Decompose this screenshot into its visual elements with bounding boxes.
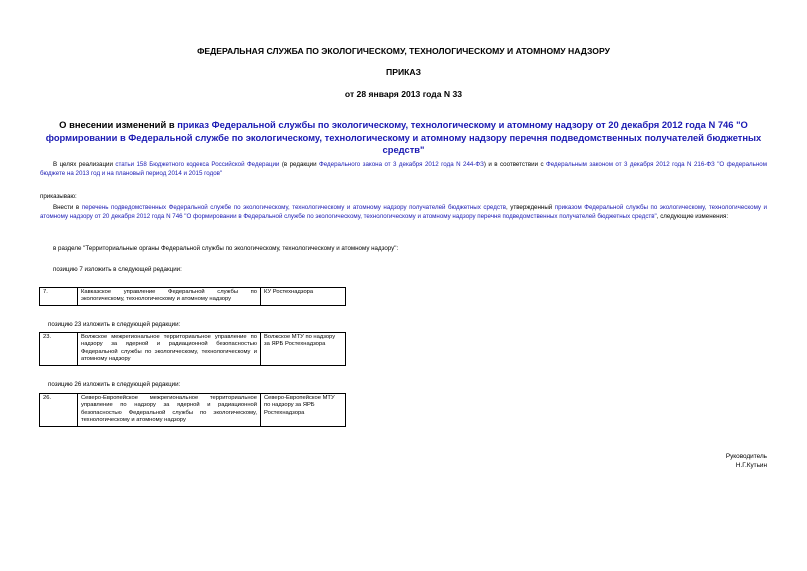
position-number: 26. (40, 394, 78, 427)
table-row (40, 333, 346, 366)
position-name: Северо-Европейское межрегиональное территориальное управление по надзору за ядерной и радиационной безопасностью Федеральной службы по экологическому, технологическому и атомному надзору (78, 394, 261, 427)
signatory-name: Н.Г.Кутьин (735, 462, 767, 469)
order-paragraph (40, 204, 767, 221)
doc-date: от 28 января 2013 года N 33 (344, 89, 463, 99)
preamble-text-1: В целях реализации (53, 161, 116, 168)
agency-name: ФЕДЕРАЛЬНАЯ СЛУЖБА ПО ЭКОЛОГИЧЕСКОМУ, ТЕХНОЛОГИЧЕСКОМУ И АТОМНОМУ НАДЗОРУ (197, 46, 610, 56)
list-link[interactable]: перечень подведомственных Федеральной службе по экологическому, технологическому и атомному надзору получателей бюджетных средств (81, 204, 507, 211)
position-name: Кавказское управление Федеральной службы по экологическому, технологическому и атомному надзору (78, 288, 261, 306)
order-text-1: Внести в (53, 204, 82, 211)
position-intro: позицию 26 изложить в следующей редакции: (48, 381, 181, 388)
position-name: Волжское межрегиональное территориальное управление по надзору за ядерной и радиационной безопасностью Федеральной службы по экологическому, технологическому и атомному надзору (78, 333, 261, 366)
position-table (39, 332, 346, 366)
position-table (39, 287, 346, 306)
preamble (40, 161, 767, 178)
position-number: 23. (40, 333, 78, 366)
budget-code-link[interactable]: статьи 158 Бюджетного кодекса Российской Федерации (115, 161, 280, 168)
table-row (40, 288, 346, 306)
law-216-link[interactable]: Федеральным законом от 3 декабря 2012 года N 216-ФЗ "О федеральном бюджете на 2013 год и на плановый период 2014 и 2015 годов" (40, 161, 767, 177)
signature (567, 452, 767, 470)
order-text-3: , следующие изменения: (656, 212, 729, 220)
preamble-text-2: (в редакции (279, 161, 320, 168)
law-244-link[interactable]: Федерального закона от 3 декабря 2012 года N 244-ФЗ (319, 161, 484, 168)
position-short-name: Северо-Европейское МТУ по надзору за ЯРБ Ростехнадзора (261, 394, 346, 427)
order-746-link[interactable]: приказом Федеральной службы по экологическому, технологическому и атомному надзору от 20 декабря 2012 года N 746 "О формировании в Федеральной службе по экологическому, технологическому и атомному надзору перечня подведомственных получателей бюджетных средств" (40, 204, 767, 220)
order-text-2: , утвержденный (506, 204, 555, 211)
title-prefix: О внесении изменений в (59, 119, 178, 130)
position-short-name: КУ Ростехнадзора (261, 288, 346, 306)
position-intro: позицию 7 изложить в следующей редакции: (53, 266, 182, 273)
doc-type: ПРИКАЗ (386, 67, 421, 77)
position-table (39, 393, 346, 427)
section-intro: в разделе "Территориальные органы Федеральной службы по экологическому, технологическому и атомному надзору": (53, 245, 399, 252)
position-number: 7. (40, 288, 78, 306)
doc-title (40, 119, 767, 157)
position-intro: позицию 23 изложить в следующей редакции: (48, 321, 181, 328)
table-row (40, 394, 346, 427)
position-short-name: Волжское МТУ по надзору за ЯРБ Ростехнадзора (261, 333, 346, 366)
order-word: приказываю: (40, 193, 77, 200)
signatory-role: Руководитель (725, 453, 767, 460)
title-link[interactable]: приказ Федеральной службы по экологическому, технологическому и атомному надзору от 20 декабря 2012 года N 746 "О формировании в Федеральной службе по экологическому, технологическому и атомному надзору перечня подведомственных получателей бюджетных средств" (45, 119, 762, 155)
preamble-text-3: ) и в соответствии с (483, 161, 547, 168)
